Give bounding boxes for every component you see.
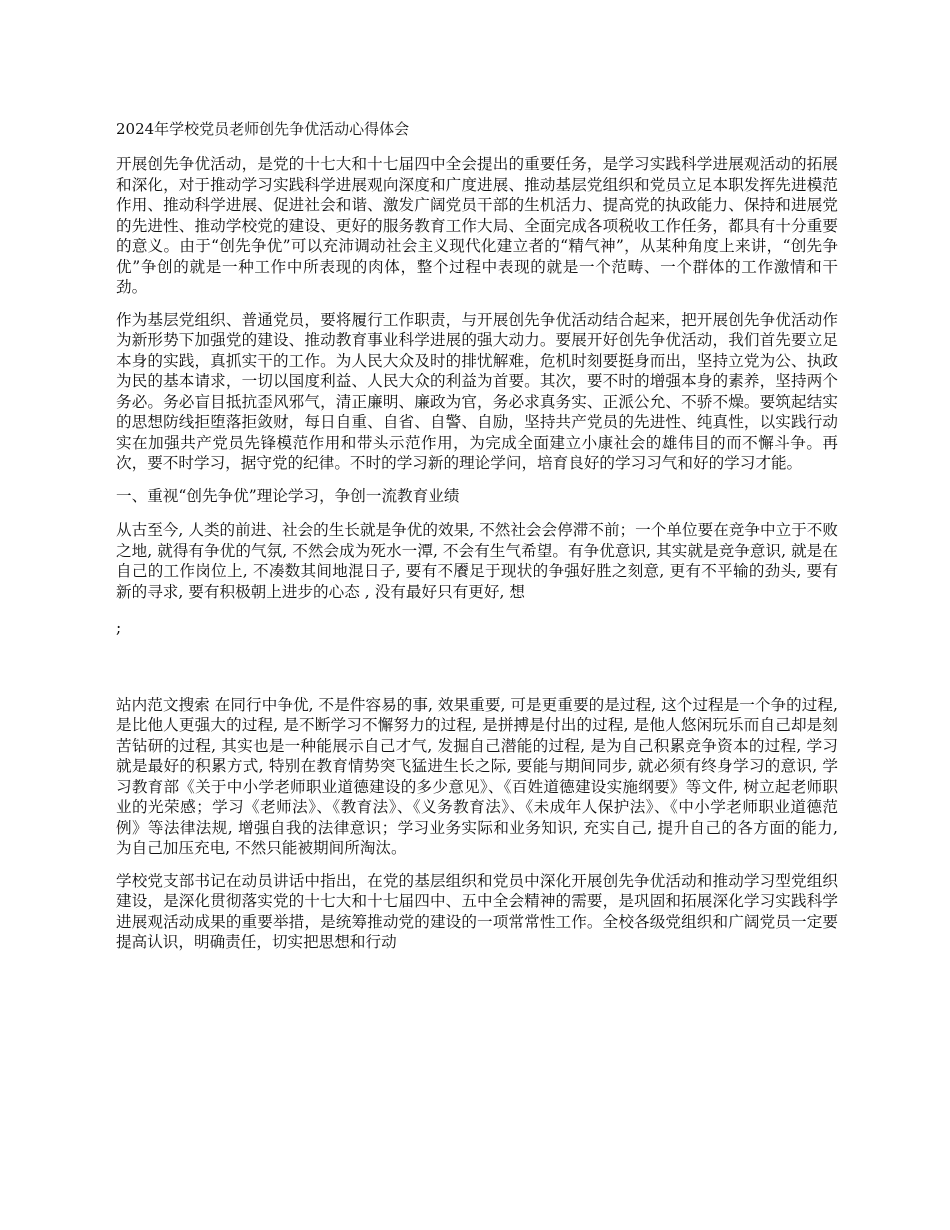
- paragraph-secretary-speech: 学校党支部书记在动员讲话中指出，在党的基层组织和党员中深化开展创先争优活动和推动学习型党组织建设，是深化贯彻落实党的十七大和十七届四中、五中全会精神的需要，是巩固和拓展深化学习实践科学进展观活动成果的重要举措，是统筹推动党的建设的一项常常性工作。全校各级党组织和广阔党员一定要提高认识，明确责任，切实把思想和行动: [116, 871, 838, 951]
- paragraph-competition: 从古至今, 人类的前进、社会的生长就是争优的效果, 不然社会会停滞不前；一个单位要在竞争中立于不败之地, 就得有争优的气氛, 不然会成为死水一潭, 不会有生气希望。有争优意识, 其实就是竞争意识, 就是在自己的工作岗位上, 不凑数其间地混日子, 要有不餍足于现状的争强好胜之刻意, 更有不平输的劲头, 要有新的寻求, 要有积极朝上进步的心态 , 没有最好只有更好, 想: [116, 521, 838, 601]
- document-page: [116, 118, 838, 965]
- section-heading-1: 一、重视“创先争优”理论学习，争创一流教育业绩: [116, 486, 460, 505]
- stray-semicolon: ;: [116, 619, 122, 637]
- paragraph-duties: 作为基层党组织、普通党员，要将履行工作职责，与开展创先争优活动结合起来，把开展创先争优活动作为新形势下加强党的建设、推动教育事业科学进展的强大动力。要展开好创先争优活动，我们首先要立足本身的实践，真抓实干的工作。为人民大众及时的排忧解难，危机时刻要挺身而出，坚持立党为公、执政为民的基本请求，一切以国度利益、人民大众的利益为首要。其次，要不时的增强本身的素养，坚持两个务必。务必盲目抵抗歪风邪气，清正廉明、廉政为官，务必求真务实、正派公允、不骄不燥。要筑起结实的思想防线拒堕落拒敛财，每日自重、自省、自警、自励，坚持共产党员的先进性、纯真性，以实践行动实在加强共产党员先锋模范作用和带头示范作用，为完成全面建立小康社会的雄伟目的而不懈斗争。再次，要不时学习，据守党的纪律。不时的学习新的理论学问，培育良好的学习习气和好的学习才能。: [116, 310, 838, 472]
- document-title: 2024年学校党员老师创先争优活动心得体会: [116, 120, 410, 138]
- paragraph-intro: 开展创先争优活动，是党的十七大和十七届四中全会提出的重要任务，是学习实践科学进展观活动的拓展和深化，对于推动学习实践科学进展观向深度和广度进展、推动基层党组织和党员立足本职发挥先进模范作用、推动科学进展、促进社会和谐、激发广阔党员干部的生机活力、提高党的执政能力、保持和进展党的先进性、推动学校党的建设、更好的服务教育工作大局、全面完成各项税收工作任务，都具有十分重要的意义。由于“创先争优”可以充沛调动社会主义现代化建立者的“精气神”，从某种角度上来讲，“创先争优”争创的就是一种工作中所表现的肉体，整个过程中表现的就是一个范畴、一个群体的工作激情和干劲。: [116, 155, 838, 296]
- paragraph-learning: 站内范文搜索 在同行中争优, 不是件容易的事, 效果重要, 可是更重要的是过程, 这个过程是一个争的过程, 是比他人更强大的过程, 是不断学习不懈努力的过程, 是拼搏是付出的过程, 是他人悠闲玩乐而自己却是刻苦钻研的过程, 其实也是一种能展示自己才气, 发掘自己潜能的过程, 是为自己积累竞争资本的过程, 学习就是最好的积累方式, 特别在教育情势突飞猛进生长之际, 要能与期间同步, 就必须有终身学习的意识, 学习教育部《关于中小学老师职业道德建设的多少意见》、《百姓道德建设实施纲要》等文件, 树立起老师职业的光荣感；学习《老师法》、《教育法》、《义务教育法》、《未成年人保护法》、《中小学老师职业道德范例》等法律法规, 增强自我的法律意识；学习业务实际和业务知识, 充实自己, 提升自己的各方面的能力, 为自己加压充电, 不然只能被期间所淘汰。: [116, 695, 838, 857]
